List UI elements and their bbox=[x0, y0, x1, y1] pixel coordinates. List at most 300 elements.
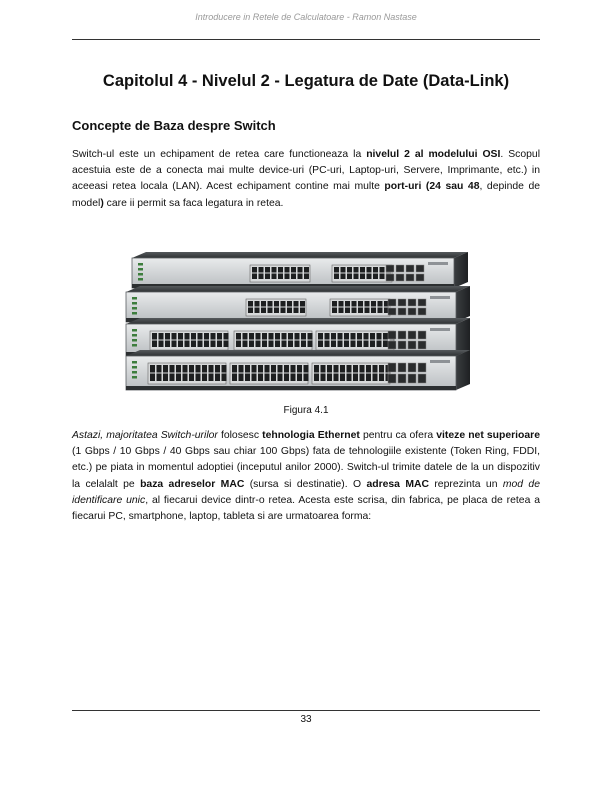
ethernet-port bbox=[345, 301, 350, 307]
ethernet-port bbox=[245, 374, 250, 382]
ethernet-port bbox=[360, 365, 365, 373]
port-block bbox=[332, 265, 392, 282]
ethernet-port bbox=[334, 365, 339, 373]
ethernet-port bbox=[304, 365, 309, 373]
ethernet-port bbox=[365, 301, 370, 307]
ethernet-port bbox=[271, 365, 276, 373]
uplink-port bbox=[398, 374, 406, 383]
ethernet-port bbox=[352, 301, 357, 307]
ethernet-port bbox=[185, 341, 190, 348]
ethernet-port bbox=[262, 341, 267, 348]
model-label bbox=[428, 262, 448, 265]
ethernet-port bbox=[358, 301, 363, 307]
ethernet-port bbox=[325, 333, 330, 340]
port-block bbox=[246, 299, 306, 316]
ethernet-port bbox=[172, 333, 177, 340]
ethernet-port bbox=[259, 267, 264, 273]
text-run: pentru ca ofera bbox=[359, 430, 437, 441]
ethernet-port bbox=[255, 308, 260, 314]
ethernet-port bbox=[170, 365, 175, 373]
ethernet-port bbox=[347, 374, 352, 382]
ethernet-port bbox=[198, 333, 203, 340]
ethernet-port bbox=[157, 365, 162, 373]
ethernet-port bbox=[308, 333, 313, 340]
ethernet-port bbox=[331, 341, 336, 348]
ethernet-port bbox=[196, 374, 201, 382]
ethernet-port bbox=[252, 365, 257, 373]
paragraph-intro bbox=[72, 147, 540, 212]
ethernet-port bbox=[347, 274, 352, 280]
ethernet-port bbox=[282, 341, 287, 348]
ethernet-port bbox=[288, 333, 293, 340]
ethernet-port bbox=[321, 365, 326, 373]
status-led bbox=[138, 268, 143, 271]
ethernet-port bbox=[383, 333, 388, 340]
ethernet-port bbox=[291, 365, 296, 373]
ethernet-port bbox=[232, 365, 237, 373]
ethernet-port bbox=[265, 267, 270, 273]
ethernet-port bbox=[249, 341, 254, 348]
status-led bbox=[132, 371, 137, 374]
bold-run: ) bbox=[100, 197, 104, 209]
ethernet-port bbox=[344, 341, 349, 348]
ethernet-port bbox=[274, 301, 279, 307]
ethernet-port bbox=[347, 365, 352, 373]
ethernet-port bbox=[256, 333, 261, 340]
ethernet-port bbox=[347, 267, 352, 273]
ethernet-port bbox=[353, 374, 358, 382]
ethernet-port bbox=[339, 308, 344, 314]
ethernet-port bbox=[318, 341, 323, 348]
ethernet-port bbox=[278, 374, 283, 382]
ethernet-port bbox=[340, 374, 345, 382]
text-run: care ii permit sa faca legatura in retea. bbox=[103, 197, 284, 209]
ethernet-port bbox=[380, 274, 385, 280]
ethernet-port bbox=[295, 341, 300, 348]
ethernet-port bbox=[183, 374, 188, 382]
ethernet-port bbox=[165, 333, 170, 340]
ethernet-port bbox=[189, 374, 194, 382]
ethernet-port bbox=[308, 341, 313, 348]
ethernet-port bbox=[366, 374, 371, 382]
ethernet-port bbox=[236, 333, 241, 340]
ethernet-port bbox=[191, 341, 196, 348]
ethernet-port bbox=[202, 365, 207, 373]
ethernet-port bbox=[222, 374, 227, 382]
ethernet-port bbox=[297, 365, 302, 373]
status-led bbox=[132, 329, 137, 332]
ethernet-port bbox=[265, 274, 270, 280]
ethernet-port bbox=[278, 365, 283, 373]
ethernet-port bbox=[367, 274, 372, 280]
status-led bbox=[132, 361, 137, 364]
ethernet-port bbox=[215, 365, 220, 373]
uplink-port bbox=[388, 341, 396, 349]
ethernet-port bbox=[261, 308, 266, 314]
ethernet-port bbox=[255, 301, 260, 307]
uplink-port bbox=[418, 299, 426, 306]
status-led bbox=[132, 376, 137, 379]
ethernet-port bbox=[367, 267, 372, 273]
ethernet-port bbox=[209, 365, 214, 373]
ethernet-port bbox=[284, 365, 289, 373]
bold-run: tehnologia Ethernet bbox=[262, 430, 360, 441]
ethernet-port bbox=[360, 374, 365, 382]
status-led bbox=[132, 334, 137, 337]
ethernet-port bbox=[294, 301, 299, 307]
uplink-port bbox=[406, 274, 414, 281]
ethernet-port bbox=[176, 365, 181, 373]
ethernet-port bbox=[281, 308, 286, 314]
port-block bbox=[316, 331, 395, 350]
ethernet-port bbox=[358, 308, 363, 314]
ethernet-port bbox=[291, 274, 296, 280]
ethernet-port bbox=[383, 341, 388, 348]
ethernet-port bbox=[373, 267, 378, 273]
ethernet-port bbox=[287, 308, 292, 314]
ethernet-port bbox=[318, 333, 323, 340]
ethernet-port bbox=[159, 333, 164, 340]
ethernet-port bbox=[232, 374, 237, 382]
ethernet-port bbox=[243, 341, 248, 348]
switch-top-face bbox=[132, 252, 468, 258]
ethernet-port bbox=[248, 308, 253, 314]
ethernet-port bbox=[239, 365, 244, 373]
uplink-port bbox=[408, 299, 416, 306]
ethernet-port bbox=[354, 267, 359, 273]
ethernet-port bbox=[268, 308, 273, 314]
running-header: Introducere in Retele de Calculatoare - Ramon Nastase bbox=[195, 12, 417, 22]
ethernet-port bbox=[380, 267, 385, 273]
switch-top-face bbox=[126, 350, 470, 356]
ethernet-port bbox=[249, 333, 254, 340]
ethernet-port bbox=[178, 341, 183, 348]
text-run: (sursa si destinatie). O bbox=[244, 478, 367, 490]
footer-divider bbox=[72, 710, 540, 711]
italic-run: mod de identificare unic bbox=[72, 478, 540, 506]
status-led bbox=[138, 273, 143, 276]
ethernet-port bbox=[259, 274, 264, 280]
ethernet-port bbox=[163, 365, 168, 373]
ethernet-port bbox=[370, 341, 375, 348]
ethernet-port bbox=[222, 365, 227, 373]
uplink-port bbox=[408, 331, 416, 339]
uplink-port bbox=[386, 274, 394, 281]
switch-stack-figure bbox=[118, 240, 494, 400]
switch-side-face bbox=[456, 350, 470, 390]
ethernet-port bbox=[351, 333, 356, 340]
ethernet-port bbox=[301, 333, 306, 340]
uplink-port bbox=[398, 299, 406, 306]
ethernet-port bbox=[373, 365, 378, 373]
ethernet-port bbox=[334, 267, 339, 273]
text-run: (1 Gbps / 10 Gbps / 40 Gbps sau chiar 100 Gbps) fata de tehnologiile existente (Token Ring, FDDI, etc.) pe piata in momentul adoptiei (inceputul anilor 2000). Switch-ul trimite datele de la un dispozitiv la celalalt pe bbox=[72, 446, 540, 490]
ethernet-port bbox=[360, 267, 365, 273]
port-block bbox=[312, 363, 391, 384]
ethernet-port bbox=[334, 274, 339, 280]
port-block bbox=[330, 299, 390, 316]
uplink-port bbox=[418, 363, 426, 372]
ethernet-port bbox=[268, 301, 273, 307]
ethernet-port bbox=[224, 341, 229, 348]
ethernet-port bbox=[278, 274, 283, 280]
status-led bbox=[132, 302, 137, 305]
ethernet-port bbox=[334, 374, 339, 382]
uplink-port bbox=[418, 374, 426, 383]
ethernet-port bbox=[378, 301, 383, 307]
ethernet-port bbox=[183, 365, 188, 373]
ethernet-port bbox=[262, 333, 267, 340]
ethernet-port bbox=[189, 365, 194, 373]
ethernet-port bbox=[341, 267, 346, 273]
ethernet-port bbox=[379, 365, 384, 373]
model-label bbox=[430, 360, 450, 363]
ethernet-port bbox=[202, 374, 207, 382]
ethernet-port bbox=[291, 267, 296, 273]
ethernet-port bbox=[327, 365, 332, 373]
ethernet-port bbox=[344, 333, 349, 340]
ethernet-port bbox=[357, 333, 362, 340]
uplink-port bbox=[396, 265, 404, 272]
ethernet-port bbox=[377, 341, 382, 348]
ethernet-port bbox=[301, 341, 306, 348]
uplink-port bbox=[416, 265, 424, 272]
uplink-port bbox=[396, 274, 404, 281]
ethernet-port bbox=[204, 333, 209, 340]
ethernet-port bbox=[150, 365, 155, 373]
paragraph-ethernet bbox=[72, 428, 540, 525]
ethernet-port bbox=[298, 267, 303, 273]
model-label bbox=[430, 328, 450, 331]
ethernet-port bbox=[300, 301, 305, 307]
ethernet-port bbox=[377, 333, 382, 340]
ethernet-port bbox=[325, 341, 330, 348]
uplink-port bbox=[408, 374, 416, 383]
ethernet-port bbox=[353, 365, 358, 373]
uplink-port bbox=[388, 363, 396, 372]
status-led bbox=[132, 312, 137, 315]
ethernet-port bbox=[275, 341, 280, 348]
ethernet-port bbox=[269, 333, 274, 340]
switch-bottom-band bbox=[126, 386, 456, 390]
uplink-port bbox=[398, 363, 406, 372]
ethernet-port bbox=[217, 333, 222, 340]
uplink-port bbox=[388, 374, 396, 383]
ethernet-port bbox=[379, 374, 384, 382]
status-led bbox=[132, 339, 137, 342]
ethernet-port bbox=[357, 341, 362, 348]
bold-run: baza adreselor MAC bbox=[140, 478, 245, 490]
ethernet-port bbox=[272, 267, 277, 273]
switch-top-face bbox=[126, 318, 470, 324]
ethernet-port bbox=[265, 365, 270, 373]
uplink-port bbox=[418, 308, 426, 315]
uplink-port bbox=[398, 331, 406, 339]
ethernet-port bbox=[224, 333, 229, 340]
port-block bbox=[234, 331, 313, 350]
ethernet-port bbox=[281, 301, 286, 307]
ethernet-port bbox=[236, 341, 241, 348]
status-led bbox=[138, 263, 143, 266]
uplink-port bbox=[408, 308, 416, 315]
ethernet-port bbox=[211, 341, 216, 348]
ethernet-port bbox=[252, 374, 257, 382]
ethernet-port bbox=[345, 308, 350, 314]
ethernet-port bbox=[366, 365, 371, 373]
ethernet-port bbox=[332, 308, 337, 314]
switch-top-face bbox=[126, 286, 470, 292]
ethernet-port bbox=[339, 301, 344, 307]
page-number: 33 bbox=[300, 714, 312, 725]
text-run: Switch-ul este un echipament de retea care functioneaza la bbox=[72, 149, 367, 160]
ethernet-port bbox=[215, 374, 220, 382]
ethernet-port bbox=[170, 374, 175, 382]
ethernet-port bbox=[360, 274, 365, 280]
ethernet-port bbox=[297, 374, 302, 382]
section-title: Concepte de Baza despre Switch bbox=[72, 118, 276, 133]
ethernet-port bbox=[327, 374, 332, 382]
switch-unit bbox=[132, 252, 468, 288]
uplink-port bbox=[398, 308, 406, 315]
uplink-port bbox=[388, 308, 396, 315]
ethernet-port bbox=[282, 333, 287, 340]
uplink-port bbox=[406, 265, 414, 272]
ethernet-port bbox=[152, 341, 157, 348]
ethernet-port bbox=[245, 365, 250, 373]
ethernet-port bbox=[304, 274, 309, 280]
switch-side-face bbox=[454, 252, 468, 288]
text-run: , al fiecarui device dintr-o retea. Acesta este scrisa, din fabrica, pe placa de retea a fiecarui PC, smartphone, laptop, tableta si are urmatoarea forma: bbox=[72, 494, 540, 523]
bold-run: nivelul 2 al modelului OSI bbox=[366, 149, 501, 160]
text-run: folosesc bbox=[217, 430, 263, 441]
ethernet-port bbox=[269, 341, 274, 348]
ethernet-port bbox=[288, 341, 293, 348]
ethernet-port bbox=[364, 333, 369, 340]
ethernet-port bbox=[248, 301, 253, 307]
ethernet-port bbox=[217, 341, 222, 348]
ethernet-port bbox=[159, 341, 164, 348]
ethernet-port bbox=[196, 365, 201, 373]
port-block bbox=[230, 363, 309, 384]
ethernet-port bbox=[150, 374, 155, 382]
ethernet-port bbox=[275, 333, 280, 340]
ethernet-port bbox=[252, 274, 257, 280]
ethernet-port bbox=[204, 341, 209, 348]
uplink-port bbox=[418, 331, 426, 339]
italic-run: Astazi, majoritatea Switch-urilor bbox=[72, 430, 218, 441]
uplink-port bbox=[398, 341, 406, 349]
ethernet-port bbox=[354, 274, 359, 280]
ethernet-port bbox=[198, 341, 203, 348]
status-led bbox=[132, 344, 137, 347]
ethernet-port bbox=[331, 333, 336, 340]
ethernet-port bbox=[243, 333, 248, 340]
ethernet-port bbox=[285, 274, 290, 280]
switch-stack-illustration bbox=[118, 240, 494, 400]
status-led bbox=[132, 297, 137, 300]
ethernet-port bbox=[157, 374, 162, 382]
ethernet-port bbox=[287, 301, 292, 307]
ethernet-port bbox=[272, 274, 277, 280]
ethernet-port bbox=[191, 333, 196, 340]
ethernet-port bbox=[304, 267, 309, 273]
ethernet-port bbox=[373, 374, 378, 382]
text-run: , depinde de model bbox=[72, 181, 541, 209]
ethernet-port bbox=[300, 308, 305, 314]
ethernet-port bbox=[271, 374, 276, 382]
ethernet-port bbox=[274, 308, 279, 314]
ethernet-port bbox=[370, 333, 375, 340]
ethernet-port bbox=[265, 374, 270, 382]
uplink-port bbox=[388, 299, 396, 306]
text-run: reprezinta un bbox=[428, 478, 503, 490]
ethernet-port bbox=[178, 333, 183, 340]
ethernet-port bbox=[340, 365, 345, 373]
switch-unit bbox=[126, 350, 470, 390]
uplink-port bbox=[386, 265, 394, 272]
ethernet-port bbox=[285, 267, 290, 273]
ethernet-port bbox=[373, 274, 378, 280]
ethernet-port bbox=[295, 333, 300, 340]
ethernet-port bbox=[371, 308, 376, 314]
ethernet-port bbox=[351, 341, 356, 348]
ethernet-port bbox=[172, 341, 177, 348]
port-block bbox=[250, 265, 310, 282]
uplink-port bbox=[418, 341, 426, 349]
ethernet-port bbox=[211, 333, 216, 340]
ethernet-port bbox=[371, 301, 376, 307]
figure-caption: Figura 4.1 bbox=[283, 405, 329, 416]
uplink-port bbox=[408, 363, 416, 372]
ethernet-port bbox=[163, 374, 168, 382]
ethernet-port bbox=[321, 374, 326, 382]
ethernet-port bbox=[365, 308, 370, 314]
switch-unit bbox=[126, 286, 470, 322]
port-block bbox=[148, 363, 227, 384]
ethernet-port bbox=[258, 365, 263, 373]
bold-run: port-uri (24 sau 48 bbox=[384, 181, 480, 193]
text-run: . Scopul acestuia este de a conecta mai multe device-uri (PC-uri, Laptop-uri, Servere, Imprimante, etc.) in aceeasi retea locala (LAN). Acest echipament contine mai multe bbox=[72, 149, 541, 193]
ethernet-port bbox=[176, 374, 181, 382]
ethernet-port bbox=[338, 333, 343, 340]
status-led bbox=[132, 366, 137, 369]
uplink-port bbox=[388, 331, 396, 339]
ethernet-port bbox=[378, 308, 383, 314]
uplink-port bbox=[416, 274, 424, 281]
ethernet-port bbox=[314, 374, 319, 382]
ethernet-port bbox=[252, 267, 257, 273]
ethernet-port bbox=[278, 267, 283, 273]
ethernet-port bbox=[291, 374, 296, 382]
bold-run: viteze net superioare bbox=[436, 430, 540, 441]
ethernet-port bbox=[332, 301, 337, 307]
header-divider bbox=[72, 39, 540, 40]
chapter-title: Capitolul 4 - Nivelul 2 - Legatura de Date (Data-Link) bbox=[102, 72, 510, 90]
ethernet-port bbox=[352, 308, 357, 314]
uplink-port bbox=[408, 341, 416, 349]
ethernet-port bbox=[185, 333, 190, 340]
switch-side-face bbox=[456, 286, 470, 322]
ethernet-port bbox=[364, 341, 369, 348]
ethernet-port bbox=[314, 365, 319, 373]
ethernet-port bbox=[304, 374, 309, 382]
status-led bbox=[138, 278, 143, 281]
ethernet-port bbox=[341, 274, 346, 280]
ethernet-port bbox=[152, 333, 157, 340]
ethernet-port bbox=[209, 374, 214, 382]
ethernet-port bbox=[294, 308, 299, 314]
ethernet-port bbox=[165, 341, 170, 348]
